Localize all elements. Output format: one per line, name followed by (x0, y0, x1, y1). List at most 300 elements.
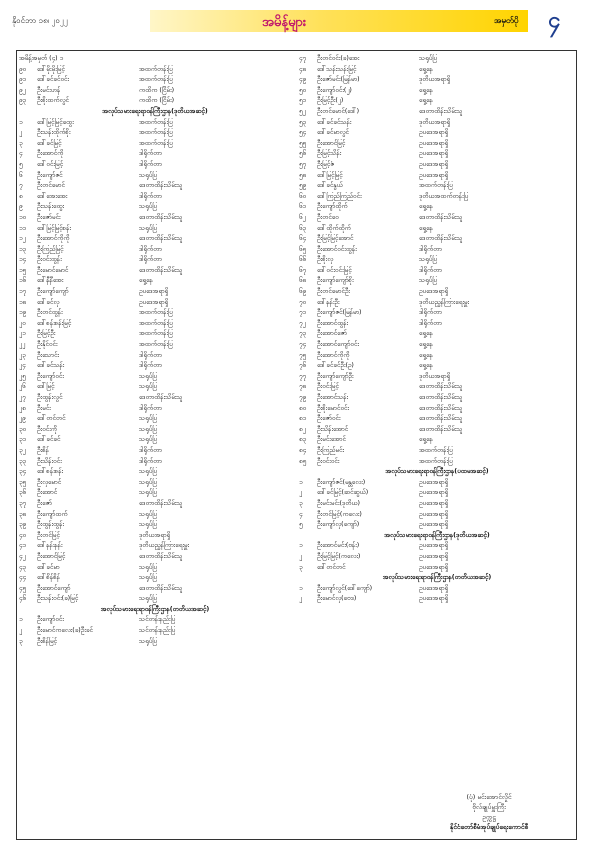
list-item (299, 86, 575, 97)
item-number: ၂၉ (19, 415, 26, 423)
item-number: ၁ (299, 584, 303, 592)
list-item (299, 54, 575, 65)
signature-title: ဥက္ကဋ္ဌ (482, 813, 496, 821)
person-name: ဦးစိုးမောင်ဝင်း (317, 404, 349, 412)
list-item (299, 213, 575, 224)
item-number: ၄၇ (299, 55, 307, 62)
item-number: ၄ (19, 150, 23, 158)
list-item (19, 531, 291, 542)
item-number: ၆၄ (299, 235, 307, 243)
item-number: ၅၃ (299, 118, 307, 126)
item-number: ၇၇ (299, 372, 307, 380)
item-number: ၂၈ (19, 404, 26, 412)
position: သရုပ်ပြ (139, 595, 157, 603)
position: သရုပ်ပြ (139, 383, 157, 391)
list-item (299, 319, 575, 330)
item-number: ၇၄ (299, 341, 307, 349)
list-item (19, 637, 291, 648)
item-number: ၉၀ (19, 65, 27, 73)
list-item (299, 96, 575, 107)
item-number: ၄၄ (19, 574, 27, 582)
position: သရုပ်ပြ (419, 256, 437, 264)
position: ရှေ့နေ (419, 65, 433, 73)
list-item (19, 160, 291, 171)
position: ဒေတာထိန်းသိမ်းသူ (419, 415, 463, 423)
person-name: ဒေါ်စန်းစန်းမြင့် (37, 319, 72, 327)
list-item (19, 181, 291, 192)
position: ကထိက (ငြိမ်း) (139, 86, 175, 94)
list-item (299, 171, 575, 182)
item-number: ၆၃ (299, 224, 307, 232)
list-item (19, 149, 291, 160)
position: ဥပဒေအရာရှိ (419, 489, 449, 497)
position: သရုပ်ပြ (139, 563, 157, 571)
person-name: ဦးကျော်လွင်(ဒေါ်ကျော်) (317, 584, 373, 592)
item-number: ၃၁ (19, 436, 27, 444)
list-item (19, 65, 291, 76)
signature-rank: ဗိုလ်ချုပ်မှူးကြီး (472, 803, 506, 811)
list-item (19, 340, 291, 351)
item-number: ၁ (299, 478, 303, 486)
item-number: ၁၀ (19, 213, 27, 221)
list-item (19, 298, 291, 309)
list-item (19, 594, 291, 605)
position: ဒါရိုက်တာ (139, 351, 162, 359)
position: ဥပဒေအရာရှိ (419, 160, 449, 168)
position: ဒါရိုက်တာ (419, 309, 442, 317)
person-name: ဒေါ်နီနီအေး (37, 277, 64, 285)
person-name: ဦးသောင်း (37, 351, 60, 359)
list-item (19, 372, 291, 383)
position: အထက်တန်းပြ (419, 446, 453, 454)
position: အထက်တန်းပြ (139, 118, 173, 126)
item-number: ၅ (19, 160, 23, 168)
person-name: ဒေါ်အေးအေး (37, 192, 68, 200)
person-name: ဦးထွန်းထွန်း (37, 521, 64, 529)
list-item (299, 478, 575, 489)
list-item (299, 287, 575, 298)
list-item (19, 563, 291, 574)
person-name: ဒေါ်စန်းစန်း (37, 468, 64, 476)
item-number: ၁ (299, 542, 303, 550)
list-item (19, 425, 291, 436)
position: ရှေ့နေ (419, 224, 433, 232)
item-number: ၈၃ (299, 436, 307, 444)
list-item (299, 118, 575, 129)
item-number: ၆၂ (299, 213, 306, 221)
person-name: ဦးမင်းအောင် (317, 436, 346, 444)
position: ဥပဒေအရာရှိ (419, 552, 449, 560)
list-item (19, 499, 291, 510)
person-name: ဒေါ်ထိုက်ထိုက် (317, 224, 351, 232)
person-name: ဦးအောင် (37, 489, 58, 497)
section-heading (299, 531, 575, 542)
person-name: ဦးမြင့်မြင့်အောင် (317, 235, 354, 243)
list-item (19, 86, 291, 97)
item-number: ၉၁ (19, 76, 27, 84)
list-item (299, 541, 575, 552)
list-item (299, 414, 575, 425)
position: ဥပဒေအရာရှိ (419, 510, 449, 518)
position: သရုပ်ပြ (139, 425, 157, 433)
position: သရုပ်ပြ (419, 277, 437, 285)
position: ဒါရိုက်တာ (139, 404, 162, 412)
list-item (19, 139, 291, 150)
position: သရုပ်ပြ (139, 478, 157, 486)
person-name: ဦးအောင်ကိုကို (37, 235, 70, 243)
section-heading-text: အမိန့်အမှတ် (၄) ၁ (19, 55, 64, 62)
list-item (299, 149, 575, 160)
person-name: ဒေါ်ခင်ခင် (37, 436, 61, 444)
position: သရုပ်ပြ (419, 55, 437, 62)
position: ရှေ့နေ (419, 351, 433, 359)
position: သရုပ်ပြ (139, 436, 157, 444)
person-name: ဦးတင်မြင့်(ကလေး) (317, 510, 362, 518)
item-number: ၂၇ (19, 394, 26, 401)
list-item (19, 446, 291, 457)
position: သရုပ်ပြ (139, 510, 157, 518)
position: အထက်တန်းပြ (139, 139, 173, 147)
person-name: ဦးနိုင်ဝင်း (37, 341, 58, 349)
position: ဥပဒေအရာရှိ (419, 288, 449, 296)
item-number: ၂၃ (19, 351, 26, 359)
item-number: ၇ (19, 182, 23, 190)
position: ဥပဒေအရာရှိ (419, 563, 449, 571)
item-number: ၁ (19, 118, 23, 126)
list-item (19, 552, 291, 563)
list-item (19, 192, 291, 203)
item-number: ၉ (19, 203, 23, 211)
item-number: ၃၃ (19, 457, 27, 465)
item-number: ၄၂ (19, 552, 26, 560)
person-name: ဦးဝင်းဝင်း (317, 457, 340, 465)
section-heading-text: အလုပ်သမားရေးရာဝန်ကြီးဌာန(ဒုတိယအဆင့်) (102, 107, 208, 115)
person-name: ဦးဝင်းကို (37, 425, 57, 433)
person-name: ဒေါ်မြင့် (37, 383, 55, 391)
item-number: ၁၂ (19, 235, 26, 243)
item-number: ၇၂ (299, 319, 306, 327)
person-name: ဒေါ်နန်းဦး (317, 298, 340, 306)
item-number: ၅၈ (299, 171, 307, 179)
person-name: ဦးကျော်ဝင်း (37, 372, 64, 380)
section-heading-text: အလုပ်သမားရေးရာဝန်ကြီးဌာန(ပထမအဆင့်) (385, 468, 489, 476)
item-number: ၃၄ (19, 468, 27, 476)
position: ဒါရိုက်တာ (139, 362, 162, 370)
position: ဒေတာထိန်းသိမ်းသူ (139, 394, 183, 401)
person-name: ဦးထွန်းလွင် (37, 394, 63, 401)
position: ဒုတိယအရာရှိ (419, 372, 451, 380)
item-number: ၂၆ (19, 383, 26, 391)
list-item (19, 96, 291, 107)
person-name: ဦးတင်ထွန်း (37, 309, 63, 317)
list-item (19, 435, 291, 446)
person-name: ဦးကျော်ကျော် (37, 288, 69, 296)
item-number: ၄၀ (19, 531, 27, 539)
item-number: ၈၅ (299, 457, 307, 465)
position: ရှေ့နေ (139, 277, 153, 285)
item-number: ၅၁ (299, 97, 307, 105)
item-number: ၃၇ (19, 499, 27, 507)
person-name: ဦးသန်းထိုက်စိုး (37, 129, 71, 137)
list-item (299, 75, 575, 86)
item-number: ၆၇ (299, 266, 307, 274)
position: ဒေတာထိန်းသိမ်းသူ (419, 404, 463, 412)
position: သရုပ်ပြ (139, 521, 157, 529)
list-item (19, 478, 291, 489)
item-number: ၉၂ (19, 86, 26, 94)
position: အထက်တန်းပြ (139, 65, 173, 73)
position: ဒေတာထိန်းသိမ်းသူ (419, 425, 463, 433)
position: ကထိက (ငြိမ်း) (139, 97, 175, 105)
list-item (19, 488, 291, 499)
list-item (299, 160, 575, 171)
position: ဒုတိယအထက်တန်းပြ (419, 192, 469, 200)
list-item (19, 171, 291, 182)
person-name: ဦးမင်းမင်း(ဒုတိယ) (317, 499, 360, 507)
person-name: ဒေါ်ခင်မြင့် (37, 139, 62, 147)
position: ဒေတာထိန်းသိမ်းသူ (139, 213, 183, 221)
person-name: ဒေါ်ခင်လှ (37, 298, 60, 306)
signature-org: နိုင်ငံတော်စီမံအုပ်ချုပ်ရေးကောင်စီ (449, 823, 529, 831)
list-item (299, 594, 575, 605)
position: အထက်တန်းပြ (139, 330, 173, 338)
list-item (299, 584, 575, 595)
position: ဒေတာထိန်းသိမ်းသူ (419, 394, 463, 401)
list-item (299, 510, 575, 521)
item-number: ၂၄ (19, 362, 26, 370)
position: ဥပဒေအရာရှိ (419, 129, 449, 137)
item-number: ၃ (299, 499, 303, 507)
person-name: ဦးမင်းဟန် (37, 86, 61, 94)
position: ဒုတိယအရာရှိ (419, 76, 451, 84)
item-number: ၈၀ (299, 404, 307, 412)
item-number: ၁၄ (19, 256, 27, 264)
person-name: ဦးမောင်ကလေး(ခ)ဦးခင် (37, 627, 93, 635)
item-number: ၇၆ (299, 362, 307, 370)
item-number: ၁၇ (19, 288, 27, 296)
item-number: ၂ (299, 489, 303, 497)
person-name: ဒေါ်မြင့်မြင့်ထွေး (37, 118, 74, 126)
left-column (19, 54, 291, 647)
person-name: ဦးတင်မြင့် (37, 531, 60, 539)
position: ရှေ့နေ (419, 97, 433, 105)
list-item (299, 552, 575, 563)
list-item (299, 192, 575, 203)
position: ဒုတိယအရာရှိ (419, 118, 451, 126)
position: အထက်တန်းပြ (139, 309, 173, 317)
item-number: ၁၉ (19, 309, 27, 317)
right-column (299, 54, 575, 605)
position: သရုပ်ပြ (139, 489, 157, 497)
position: သင်တန်းနည်းပြ (139, 627, 176, 635)
list-item (299, 298, 575, 309)
item-number: ၁၁ (19, 224, 27, 232)
position: ဥပဒေအရာရှိ (419, 584, 449, 592)
person-name: ဦးမောင်မောင် (37, 266, 69, 274)
person-name: ဒေါ်နန်းနန်း (37, 542, 63, 550)
list-item (19, 393, 291, 404)
person-name: ဦးမြင့်သိန်း (317, 150, 342, 158)
position: ဒါရိုက်တာ (139, 192, 162, 200)
list-item (19, 234, 291, 245)
list-item (19, 329, 291, 340)
position: သရုပ်ပြ (139, 574, 157, 582)
item-number: ၆၅ (299, 245, 307, 253)
position: ဥပဒေအရာရှိ (139, 298, 169, 306)
list-item (299, 245, 575, 256)
item-number: ၃ (19, 637, 23, 645)
list-item (299, 139, 575, 150)
position: ဒေတာထိန်းသိမ်းသူ (419, 383, 463, 391)
item-number: ၆၁ (299, 203, 307, 211)
item-number: ၂၀ (19, 319, 26, 327)
section-heading-text: အလုပ်သမားရေးရာဝန်ကြီးဌာန(ဒုတိယအဆင့်) (384, 531, 490, 539)
signature-block (404, 792, 574, 832)
list-item (299, 361, 575, 372)
position: ရှေ့နေ (419, 341, 433, 349)
person-name: ဦးလှမောင် (37, 478, 62, 486)
list-item (19, 615, 291, 626)
item-number: ၄ (299, 510, 303, 518)
list-item (299, 181, 575, 192)
person-name: ဒေါ်မိုးမိုးမြင့် (37, 65, 65, 73)
section-heading-text: အလုပ်သမားရေးရာဝန်ကြီးဌာန(တတိယအဆင့်) (382, 574, 492, 582)
list-item (19, 266, 291, 277)
item-number: ၅၄ (299, 129, 307, 137)
list-item (299, 404, 575, 415)
list-item (19, 520, 291, 531)
position: အထက်တန်းပြ (139, 341, 173, 349)
item-number: ၂၁ (19, 330, 26, 338)
position: ဥပဒေအရာရှိ (419, 150, 449, 158)
position: ရှေ့နေ (419, 330, 433, 338)
list-item (299, 308, 575, 319)
item-number: ၂ (19, 627, 23, 635)
section-heading (19, 605, 291, 616)
person-name: ဒေါ်ခင်ခင်ဝင်း (37, 76, 69, 84)
person-name: ဦးအောင်ကို (37, 150, 64, 158)
person-name: ဦးအောင်သန်း (317, 394, 349, 401)
list-item (19, 361, 291, 372)
header-date: နိုဝင်ဘာ ၁၈၊ ၂၀၂၂ (12, 16, 68, 25)
person-name: ဦးမောင်လှ(ဗေဒ) (317, 595, 357, 603)
position: ဒုတိယအရာရှိ (139, 531, 171, 539)
person-name: ဦးအောင်ကျော် (37, 584, 71, 592)
list-item (299, 351, 575, 362)
person-name: ဒေါ်ခင်နွယ် (317, 182, 343, 190)
list-item (19, 276, 291, 287)
person-name: ဦးကျော်ဝင်း (37, 616, 64, 624)
person-name: ဦးမြင့်ဦး (37, 330, 56, 338)
list-item (299, 520, 575, 531)
person-name: ဦးအောင်ဇော် (317, 330, 347, 338)
person-name: ဒေါ်သန်းသန်းမြင့် (317, 65, 357, 73)
header-band (150, 10, 528, 32)
item-number: ၆၀ (299, 192, 307, 200)
list-item (299, 340, 575, 351)
person-name: ဒေါ်ခင်ခင်ဦး(ဥ) (317, 362, 354, 370)
list-item (299, 425, 575, 436)
item-number: ၈၂ (299, 425, 306, 433)
position: ဒေတာထိန်းသိမ်းသူ (139, 552, 183, 560)
list-item (19, 351, 291, 362)
item-number: ၇၉ (299, 394, 307, 401)
position: ဥပဒေအရာရှိ (419, 499, 449, 507)
position: ဒေတာထိန်းသိမ်းသူ (139, 266, 183, 274)
item-number: ၇၀ (299, 298, 307, 306)
position: ဒေတာထိန်းသိမ်းသူ (139, 499, 183, 507)
position: ဒါရိုက်တာ (419, 319, 442, 327)
person-name: ဦးတင်မောင်ဦး (317, 288, 350, 296)
person-name: ဒေါ်ခင်ခင်သန်း (317, 118, 352, 126)
list-item (299, 255, 575, 266)
person-name: ဦးမြင့်ဇံ (317, 160, 334, 168)
list-heading (19, 54, 291, 65)
person-name: ဦးကျော်ကျော်စိုး (317, 277, 354, 285)
person-name: ဒေါ်ခင်မာလွင် (317, 129, 349, 137)
list-item (299, 128, 575, 139)
list-item (19, 245, 291, 256)
position: ဥပဒေအရာရှိ (419, 521, 449, 529)
position: ဥပဒေအရာရှိ (139, 288, 169, 296)
position: ဥပဒေအရာရှိ (419, 542, 449, 550)
list-item (19, 255, 291, 266)
page-number: ၄ (547, 8, 561, 33)
person-name: ဦးအောင်ထွန်း (317, 319, 349, 327)
item-number: ၃ (299, 563, 303, 571)
person-name: ဦးသန်းထွေး (37, 203, 65, 211)
position: သရုပ်ပြ (139, 171, 157, 179)
list-item (299, 457, 575, 468)
item-number: ၈၁ (299, 415, 307, 423)
list-item (299, 329, 575, 340)
list-item (299, 382, 575, 393)
position: ဥပဒေအရာရှိ (419, 171, 449, 179)
item-number: ၁၃ (19, 245, 27, 253)
person-name: ဦးအောင်မြင့် (37, 552, 66, 560)
item-number: ၂ (19, 129, 23, 137)
position: ဒါရိုက်တာ (139, 160, 162, 168)
item-number: ၄၃ (19, 563, 27, 571)
list-item (19, 128, 291, 139)
header-label: အမှတ်ပို (494, 16, 519, 25)
list-item (299, 107, 575, 118)
person-name: ဦးတင်ဝင်း(ခ)အေး (317, 55, 360, 62)
position: ဒါရိုက်တာ (139, 245, 162, 253)
item-number: ၄၆ (19, 595, 27, 603)
item-number: ၇၁ (299, 309, 307, 317)
item-number: ၆၆ (299, 256, 307, 264)
list-item (299, 65, 575, 76)
item-number: ၆ (19, 171, 23, 179)
item-number: ၂၅ (19, 372, 26, 380)
position: ဒါရိုက်တာ (139, 446, 162, 454)
person-name: ဦးစိန်မြင့် (37, 637, 58, 645)
item-number: ၇၅ (299, 351, 307, 359)
item-number: ၅၅ (299, 139, 307, 147)
list-item (19, 467, 291, 478)
person-name: ဦးစိန် (37, 446, 49, 454)
item-number: ၈၄ (299, 446, 307, 454)
position: ရှေ့နေ (419, 362, 433, 370)
person-name: ဒေါ်မြင့်မြင့်စန်း (37, 224, 71, 232)
list-item (299, 499, 575, 510)
list-item (19, 382, 291, 393)
list-item (19, 213, 291, 224)
position: အထက်တန်းပြ (139, 76, 173, 84)
person-name: ဦးကျော်လှ(ကျော်) (317, 521, 360, 529)
list-item (19, 541, 291, 552)
